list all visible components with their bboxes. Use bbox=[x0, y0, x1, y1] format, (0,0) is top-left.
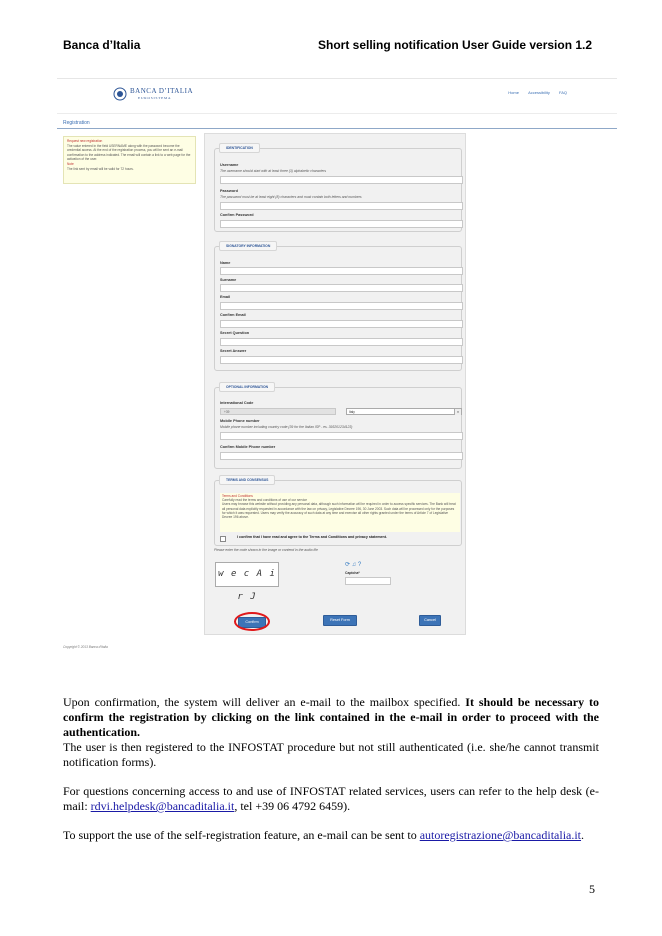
p4-pre: To support the use of the self-registration feature, an e-mail can be sent to bbox=[63, 828, 420, 842]
secret-question-label: Secret Question bbox=[220, 331, 250, 335]
highlight-circle bbox=[234, 612, 270, 631]
email-label: Email bbox=[220, 295, 231, 299]
confirm-password-label: Confirm Password bbox=[220, 213, 254, 217]
help-icon[interactable]: ? bbox=[357, 562, 362, 568]
p3-post: , tel +39 06 4792 6459). bbox=[234, 799, 351, 813]
identification-legend: IDENTIFICATION bbox=[219, 143, 260, 153]
top-links bbox=[500, 90, 567, 95]
secret-question-input[interactable] bbox=[220, 338, 463, 346]
site-topbar bbox=[57, 79, 617, 114]
header-right: Short selling notification User Guide version 1.2 bbox=[318, 38, 593, 52]
header-left: Banca d’Italia bbox=[63, 38, 141, 52]
mobile-input[interactable] bbox=[220, 432, 463, 440]
username-hint: The username should start with at least three (3) alphabetic characters bbox=[220, 169, 327, 173]
bank-logo-icon bbox=[113, 87, 127, 101]
password-input[interactable] bbox=[220, 202, 463, 210]
terms-legend: TERMS AND CONSENSUS bbox=[219, 475, 275, 485]
signatory-legend: SIGNATORY INFORMATION bbox=[219, 241, 277, 251]
terms-body: Users may browse this website without providing any personal data, although such information will be required in order to access specific services. The Bank will treat all personal data explicitly requested in accordance with the law on privacy, Legislative Decree 196, 30 June 2003. Such data will be processed only for the purposes for which it was requested. Users may verify the accuracy of such data at any time and exercise all other rights granted under the terms of Article 7 of Legislative Decree 196 above. bbox=[222, 502, 456, 520]
cancel-button[interactable]: Cancel bbox=[419, 615, 441, 626]
terms-section bbox=[214, 480, 462, 546]
faq-link[interactable]: FAQ bbox=[558, 90, 567, 95]
confirm-mobile-input[interactable] bbox=[220, 452, 463, 460]
registration-form bbox=[204, 133, 466, 635]
terms-intro: Carefully read the terms and conditions of use of our service bbox=[222, 498, 308, 503]
paragraph-registered: The user is then registered to the INFOSTAT procedure but not still authenticated (i.e. she/he cannot transmit notification forms). bbox=[63, 740, 599, 769]
autoregistration-email-link[interactable]: autoregistrazione@bancaditalia.it bbox=[419, 828, 582, 842]
note-body: The value entered in the field USERNAME along with the password become the credential access. At the end of the registration process, you will be sent an e-mail confirmation to the address indicated. The email will contain a link to a web page for the activation of the user. bbox=[67, 143, 191, 162]
agree-label: I confirm that I have read and agree to the Terms and Conditions and privacy statement. bbox=[237, 535, 387, 539]
note-label: Note bbox=[67, 161, 74, 166]
refresh-icon[interactable]: ⟳ bbox=[345, 562, 351, 568]
username-label: Username bbox=[220, 163, 239, 167]
paragraph-self-registration bbox=[63, 828, 599, 843]
chevron-down-icon: ▾ bbox=[454, 409, 461, 415]
terms-text bbox=[220, 493, 460, 532]
country-select[interactable] bbox=[346, 408, 462, 415]
optional-legend: OPTIONAL INFORMATION bbox=[219, 382, 275, 392]
logo-text: BANCA D’ITALIA bbox=[130, 87, 194, 95]
surname-label: Surname bbox=[220, 278, 237, 282]
p1-bold: It should be necessary to confirm the registration by clicking on the link contained in the e-mail in order to proceed with the authentication. bbox=[63, 695, 599, 739]
mobile-label: Mobile Phone number bbox=[220, 419, 260, 423]
confirm-password-input[interactable] bbox=[220, 220, 463, 228]
terms-title: Terms and Conditions bbox=[222, 494, 253, 498]
username-input[interactable] bbox=[220, 176, 463, 184]
confirm-mobile-label: Confirm Mobile Phone number bbox=[220, 445, 276, 449]
signatory-section bbox=[214, 246, 462, 371]
paragraph-helpdesk bbox=[63, 784, 599, 814]
accessibility-link[interactable]: Accessibility bbox=[528, 90, 550, 95]
secret-answer-input[interactable] bbox=[220, 356, 463, 364]
home-link[interactable]: Home bbox=[508, 90, 519, 95]
reset-form-button[interactable]: Reset Form bbox=[323, 615, 357, 626]
password-hint: The password must be at least eight (8) characters and must contain both letters and numbers bbox=[220, 195, 362, 199]
page-number: 5 bbox=[589, 882, 595, 896]
captcha-input[interactable] bbox=[345, 577, 391, 585]
captcha-label: Captcha* bbox=[345, 571, 360, 575]
mobile-hint: Mobile phone number including country code (39 for the Italian ISP - es. 393201234123) bbox=[220, 425, 353, 429]
p3-pre: For questions concerning access to and use of INFOSTAT related services, users can refer to the help desk (e-mail: bbox=[63, 784, 599, 813]
surname-input[interactable] bbox=[220, 284, 463, 292]
intl-code-label: International Code bbox=[220, 401, 254, 405]
logo-subtext: EUROSISTEMA bbox=[138, 96, 172, 100]
country-select-value: Italy bbox=[349, 410, 355, 414]
captcha-instruction: Please enter the code shown in the image or contend in the audio file bbox=[214, 548, 318, 552]
confirm-button[interactable]: Confirm bbox=[238, 617, 266, 628]
helpdesk-email-link[interactable]: rdvi.helpdesk@bancaditalia.it bbox=[90, 799, 235, 813]
email-input[interactable] bbox=[220, 302, 463, 310]
page-title: Registration bbox=[63, 120, 90, 126]
note-text: The link sent by email will be valid for 72 hours. bbox=[67, 166, 134, 171]
identification-section bbox=[214, 148, 462, 232]
audio-icon[interactable]: ♫ bbox=[351, 562, 357, 568]
name-label: Name bbox=[220, 261, 231, 265]
captcha-image: w e c A i r J bbox=[215, 562, 279, 587]
registration-screenshot bbox=[57, 78, 617, 653]
title-divider bbox=[57, 128, 617, 129]
password-label: Password bbox=[220, 189, 238, 193]
confirm-email-label: Confirm Email bbox=[220, 313, 246, 317]
intl-code-input[interactable]: +39 bbox=[220, 408, 336, 415]
confirm-email-input[interactable] bbox=[220, 320, 463, 328]
p4-post: . bbox=[581, 828, 585, 842]
copyright: Copyright © 2013 Banca d'Italia bbox=[63, 645, 108, 649]
p1-normal: Upon confirmation, the system will deliver an e-mail to the mailbox specified. bbox=[63, 695, 466, 709]
agree-checkbox[interactable] bbox=[220, 536, 226, 542]
note-title: Request new registration bbox=[67, 139, 103, 143]
paragraph-confirmation bbox=[63, 695, 599, 740]
captcha-controls bbox=[345, 561, 361, 568]
name-input[interactable] bbox=[220, 267, 463, 275]
registration-note bbox=[63, 136, 196, 184]
optional-section bbox=[214, 387, 462, 469]
secret-answer-label: Secret Answer bbox=[220, 349, 247, 353]
